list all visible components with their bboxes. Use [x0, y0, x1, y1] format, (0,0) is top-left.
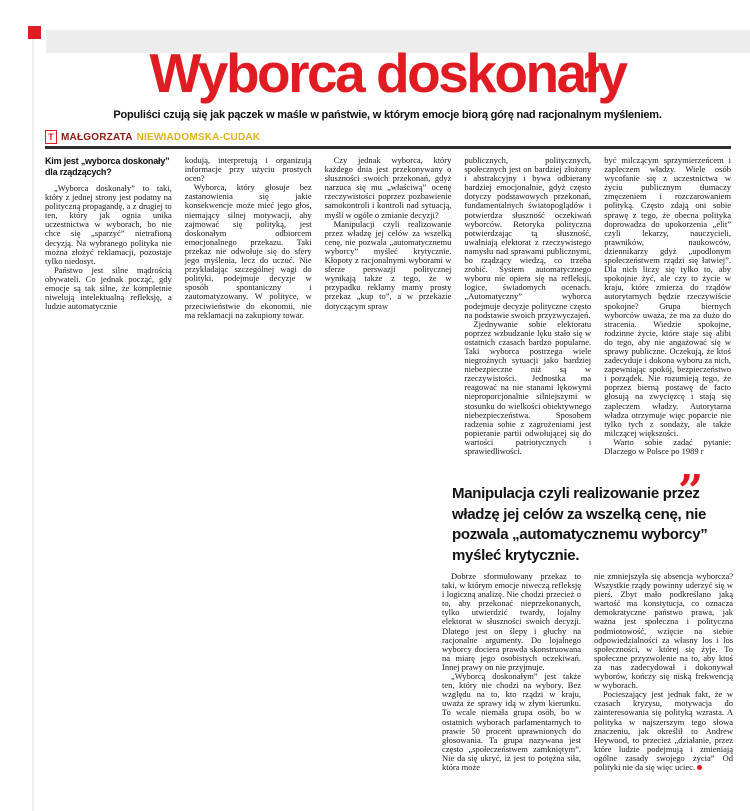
- paragraph: być milczącym sprzymierzeńcem i zapleczem władzy. Wiele osób wycofanie się z uczestnictwa w życiu publicznym tłumaczy zmęczeniem i rozczarowaniem polityką. Często zdają oni sobie sprawę z tego, że obecna polityka doprowadza do upokorzenia „elit” czyli lekarzy, nauczycieli, prawników, naukowców, dziennikarzy gdyż „upodlonym społeczeństwem rządzi się łatwiej”. Dla nich liczy się tylko to, aby spokojnie żyć, ale czy to życie w kraju, które zmierza do rządów autorytarnych będzie rzeczywiście spokojne? Grupa biernych wyborców uważa, że ma za dużo do stracenia. Wiedzie spokojne, rodzinne życie, które staje się alibi do tego, aby nie angażować się w sprawy publiczne. Oczekują, że ktoś zadecyduje i dokona wyboru za nich, zapewniając spokój, bezpieczeństwo i porządek. Nie rozumieją tego, że poprzez bierną postawę de facto głosują na zwycięzcę i stają się zapleczem władzy. Autorytarna władza otrzymuje więc poparcie nie tylko tych z sondaży, ale także milczącej większości.: [604, 155, 731, 438]
- paragraph: „Wyborca doskonały” to taki, który z jednej strony jest podatny na polityczną propagandę, a z drugiej to ten, który jak ognia unika uczestnictwa w wyborach, bo nie chce się „sparzyć” nietrafioną decyzją. Na wybranego polityka nie można złożyć reklamacji, pozostaje tylko niedosyt.: [45, 183, 172, 266]
- paragraph: Zjednywanie sobie elektoratu poprzez wzbudzanie lęku stało się w ostatnich czasach bardzo popularne. Taki wyborca postrzega wiele niegroźnych sytuacji jako bardziej niebezpieczne niż są w rzeczywistości. Jednostka ma reagować na nie stanami lękowymi nieproporcjonalnie silniejszymi w stosunku do wielkości obiektywnego niebezpieczeństwa. Sposobem radzenia sobie z zagrożeniami jest popieranie partii odwołującej się do wartości patriotycznych i sprawiedliwości.: [464, 318, 592, 456]
- paragraph: Warto sobie zadać pytanie: Dlaczego w Polsce po 1989 r: [604, 436, 731, 456]
- byline: [45, 130, 260, 144]
- red-corner-marker: [28, 26, 41, 39]
- closing-quote-icon: ”: [677, 466, 703, 517]
- article-subtitle: Populiści czują się jak pączek w maśle w państwie, w którym emocje biorą górę nad racjonalnym myśleniem.: [113, 109, 662, 121]
- paragraph: Państwo jest silne mądrością obywateli. Co jednak począć, gdy emocje są tak silne, że kompletnie niwelują intelektualną refleksję, a ludzie automatycznie: [45, 264, 172, 312]
- article-headline: Wyborca doskonały: [149, 42, 626, 104]
- paragraph: nie zmniejszyła się absencja wyborcza? Wszystkie rządy powinny uderzyć się w pierś. Zbyt mało podkreślano jaką wartość ma konstytucja, co oznacza demokratyczne państwo prawa, jak ważna jest społeczna i polityczna podmiotowość, wzięcie na siebie odpowiedzialności za własny los i los społeczności, w której się żyje. To społeczne przyzwolenie na to, aby ktoś za nas zadecydował i dokonywał wyborów, kończy się niską frekwencją w wyborach.: [594, 571, 733, 691]
- paragraph: Manipulacji czyli realizowanie przez władzę jej celów za wszelką cenę, nie pozwala „automatycznemu wyborcy” myśleć krytycznie. Kłopoty z racjonalnymi wyborami w sferze perswazji politycznej wynikają także z tego, że w przypadku reklamy mamy prosty przekaz „kup to”, a w przekazie dotyczącym spraw: [324, 218, 452, 311]
- byline-rule: [45, 146, 731, 149]
- page-fold-line: [32, 28, 34, 811]
- article-end-dot-icon: [697, 765, 702, 770]
- article-column-5: [604, 156, 731, 456]
- article-column-6: [442, 572, 581, 772]
- pull-quote: [452, 466, 733, 566]
- byline-badge-icon: T: [45, 130, 57, 144]
- paragraph: Pocieszający jest jednak fakt, że w czasach kryzysu, motywacja do zainteresowania się polityką wzrasta. A polityka w najszerszym tego słowa znaczeniu, jak określił to Andrew Heywood, to przecież „działanie, przez które ludzie podejmują i zmieniają ogólne zasady swojego życia” Od polityki nie da się więc uciec.: [594, 689, 733, 772]
- paragraph: kodują, interpretują i organizują informacje przy użyciu prostych ocen?: [184, 155, 312, 184]
- bottom-column-group: [442, 572, 733, 772]
- author-first-name: MAŁGORZATA: [61, 131, 133, 143]
- article-column-7: [594, 572, 733, 772]
- article-column-2: [185, 156, 312, 456]
- section-heading: Kim jest „wyborca doskonały” dla rządzących?: [45, 156, 170, 177]
- paragraph: Dobrze sformułowany przekaz to taki, w którym emocje niweczą refleksję i logiczną analizę. Nie chodzi przecież o to, aby przekonać nieprzekonanych, tylko utwierdzić twardy, lojalny elektorat w słuszności swoich decyzji. Dlatego jest on ślepy i głuchy na racjonalne argumenty. Do lojalnego wyborcy dociera prawda skonstruowana na miarę jego osobistych oczekiwań. Innej prawy on nie przyjmuje.: [442, 571, 581, 672]
- paragraph: publicznych, politycznych, społecznych jest on bardziej złożony i abstrakcyjny i bywa odbierany bardziej emocjonalnie, gdyż często dotyczy podstawowych przekonań, fundamentalnych światopoglądów i potwierdza słuszność oczekiwań wyborców. Retoryka polityczna potwierdzając tą słuszność, uwalniają elektorat z rzeczywistego namysłu nad sprawami publicznymi, bo rządzący wiedzą, co trzeba zrobić. System automatycznego wyboru nie opiera się na refleksji, logice, świadomych ocenach. „Automatyczny” wyborca podejmuje decyzje polityczne często na podstawie swoich przyzwyczajeń.: [464, 155, 592, 320]
- paragraph: Czy jednak wyborca, który każdego dnia jest przekonywany o słuszności swoich przekonań, gdyż narzuca się mu „właściwą” ocenę rzeczywistości poprzez pozbawienie samokontroli i kontroli nad sytuacją, myśli w ogóle o zmianie decyzji?: [324, 155, 452, 220]
- paragraph: „Wyborcą doskonałym” jest także ten, który nie chodzi na wybory. Bez względu na to, kto rządzi w kraju, uważa że sprawy idą w złym kierunku. To wcale niemała grupa osób, bo w ostatnich wyborach parlamentarnych to prawie 50 procent uprawnionych do głosowania. Ta grupa nazywana jest często „społeczeństwem zamkniętym”. Nie da się ukryć, iż jest to potężna siła, która może: [442, 671, 581, 772]
- top-column-group: [45, 156, 731, 456]
- author-last-name: NIEWIADOMSKA-CUDAK: [136, 131, 261, 143]
- pull-quote-text: Manipulacja czyli realizowanie przez władzę jej celów za wszelką cenę, nie pozwala „automatycznemu wyborcy” myśleć krytycznie.: [452, 485, 708, 564]
- article-column-3: [325, 156, 452, 456]
- paragraph: Wyborca, który głosuje bez zastanowienia się jakie konsekwencje może mieć jego głos, niemający silnej motywacji, aby zajmować się polityką, jest doskonałym odbiorcem emocjonalnego przekazu. Taki przekaz nie odwołuje się do sfery jego myślenia, lecz do uczuć. Nie przykładając szczególnej wagi do polityki, podejmuje decyzje w sposób spontaniczny i zautomatyzowany. W polityce, w przeciwieństwie do ekonomii, nie ma reklamacji na zakupiony towar.: [184, 182, 312, 320]
- article-column-4: [464, 156, 591, 456]
- article-column-1: [45, 156, 172, 456]
